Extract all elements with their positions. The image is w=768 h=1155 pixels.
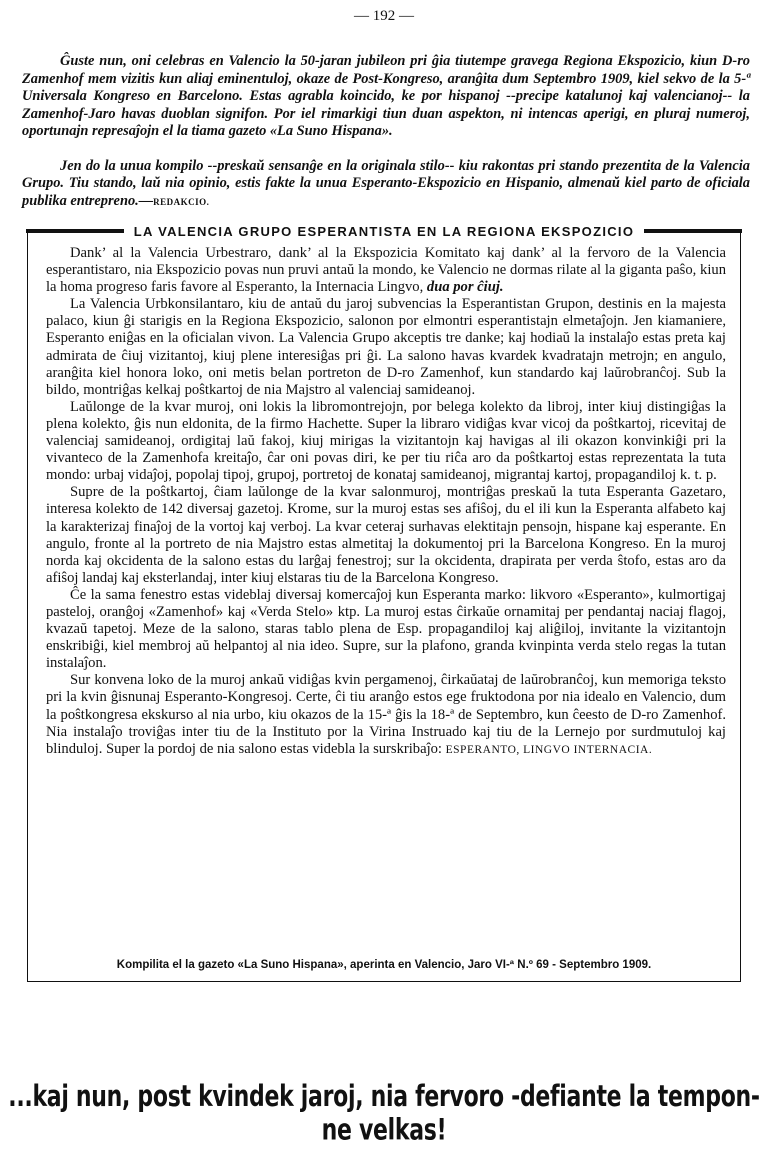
editorial-signature: REDAKCIO.: [153, 196, 210, 207]
article-paragraph: La Valencia Urbkonsilantaro, kiu de antaŭ du jaroj subvencias la Esperantistan Grupon, destinis en la majesta palaco, kiun ĝi starigis en la Regiona Ekspozicio, salonon por elmontri esperantistajn elmetaĵojn. Jen kiamaniere, Esperanto eniĝas en la oficialan vivon. La Valencia Grupo akceptis tre danke; kaj hodiaŭ la instalaĵo estas preta kaj admirata de ĉiuj vizitantoj, kiuj plene interesiĝas pri ĝi. La salono havas kvardek kvadratajn metrojn; en angulo, aranĝita kiel honora loko, oni metis belan portreton de D-ro Zamenhof, kun standardo kaj laŭrobranĉoj. Sub la bildo, montriĝas kelkaj poŝtkartoj de nia Majstro al valenciaj samideanoj.: [46, 296, 726, 398]
header-rule-right: [644, 229, 742, 233]
article-header: [26, 223, 742, 239]
article-heading: LA VALENCIA GRUPO ESPERANTISTA EN LA REGIONA EKSPOZICIO: [124, 224, 645, 239]
intro-paragraph-text: Jen do la unua kompilo --preskaŭ sensanĝe en la originala stilo-- kiu rakontas pri stando prezentita de la Valencia Grupo. Tiu stando, laŭ nia opinio, estis fakte la unua Esperanto-Ekspozicio en Hispanio, almenaŭ kiel parto de oficiala publika entrepreno.—: [22, 157, 750, 209]
emphasized-phrase: dua por ĉiuj.: [426, 279, 504, 296]
article-paragraph: Supre de la poŝtkartoj, ĉiam laŭlonge de la kvar salonmuroj, montriĝas preskaŭ la tuta Esperanta Gazetaro, interesa kolekto de 142 diversaj gazetoj. Krome, sur la muroj estas ses afiŝoj, du el ili kun la Esperanta alfabeto kaj la karakterizaj finaĵoj de la vortoj kaj verboj. La kvar ceteraj surhavas elektitajn pensojn, hispane kaj esperante. En angulo, fronte al la portreto de nia Majstro estas almetitaj la dokumentoj pri la Barcelona Kongreso. En la muroj norda kaj okcidenta de la salono estas du larĝaj fenestroj; sur la okcidenta, drapirata per verda ŝtofo, estas aro da afiŝoj landaj kaj eksterlandaj, inter kiuj elstaras tiu de la Barcelona Kongreso.: [46, 484, 726, 586]
header-rule-left: [26, 229, 124, 233]
editorial-intro: [22, 36, 750, 228]
article-paragraph: Laŭlonge de la kvar muroj, oni lokis la libromontrejojn, por belega kolekto da libroj, inter kiuj distingiĝas la plena kolekto, ĝis nun eldonita, de la firmo Hachette. Super la libraro vidiĝas kvar vicoj da poŝtkartoj, ricevitaj de valenciaj samideanoj, ordigitaj laŭ fakoj, kiuj mirigas la vizitantojn kaj havigas al ili okazon konvinkiĝi pri la vivanteco de la Zamenhofa kreitaĵo, ĉar oni povas diri, ke per tiu riĉa aro da poŝtkartoj estas reprezentata la tuta mondo: urbaj vidaĵoj, popolaj tipoj, grupoj, portretoj de konataj samideanoj, migrantaj kartoj, propagandiloj k. t. p.: [46, 398, 726, 484]
paragraph-text: Sur konvena loko de la muroj ankaŭ vidiĝas kvin pergamenoj, ĉirkaŭataj de laŭrobranĉoj, kun memoriga teksto pri la kvin ĝisnunaj Esperanto-Kongresoj. Certe, ĉi tiu aranĝo estos ege fruktodona por nia idealo en Valencio, dum la poŝtkongresa ekskurso al nia urbo, kiu okazos de la 15-ª ĝis la 18-ª de Septembro, kun ĉeesto de D-ro Zamenhof. Nia instalaĵo troviĝas inter tiu de la Instituto por la Virina Instruado kaj tiu de la Lernejo por surdmutuloj kaj blinduloj. Super la pordoj de nia salono estas videbla la surskribaĵo:: [46, 672, 726, 757]
page-number: — 192 —: [354, 8, 414, 24]
article-paragraph: [46, 672, 726, 758]
closing-slogan: ...kaj nun, post kvindek jaroj, nia fervoro -defiante la tempon- ne velkas!: [8, 1080, 760, 1148]
article-paragraph: [46, 245, 726, 296]
source-citation: Kompilita el la gazeto «La Suno Hispana», aperinta en Valencio, Jaro VI-ª N.º 69 - Septembro 1909.: [116, 959, 652, 971]
door-inscription: ESPERANTO, LINGVO INTERNACIA.: [445, 743, 653, 756]
intro-paragraph: [22, 158, 750, 211]
article-body: [46, 245, 726, 759]
paragraph-text: Dank’ al la Valencia Urbestraro, dank’ al la Ekspozicia Komitato kaj dank’ al la fervoro de la Valencia esperantistaro, nia Ekspozicio povas nun pruvi antaŭ la mondo, ke Valencio ne dormas rilate al la giganta paŝo, kiun la homa progreso faris favore al Esperanto, la Internacia Lingvo,: [46, 245, 726, 296]
reprinted-article-box: [27, 223, 741, 982]
article-paragraph: Ĉe la sama fenestro estas videblaj diversaj komercaĵoj kun Esperanta marko: likvoro «Esperanto», kulmortigaj pasteloj, oranĝoj «Zamenhof» kaj «Verda Stelo» ktp. La muroj estas ĉirkaŭe ornamitaj per pendantaj naciaj flagoj, kvazaŭ tapetoj. Meze de la salono, staras tablo plena de Esp. propagandiloj kaj aliĝiloj, invitante la vizitantojn enskribiĝi, kiel membroj aŭ helpantoj al nia ideo. Supre, sur la plafono, granda kvinpinta verda stelo regas la tutan instalaĵon.: [46, 586, 726, 672]
intro-paragraph: Ĝuste nun, oni celebras en Valencio la 50-jaran jubileon pri ĝia tiutempe gravega Regiona Ekspozicio, kiun D-ro Zamenhof mem vizitis kun aliaj eminentuloj, okaze de Post-Kongreso, aranĝita dum Septembro 1909, kiel sekvo de la 5-ª Universala Kongreso en Barcelono. Estas agrabla koincido, ke por hispanoj --precipe katalunoj kaj valencianoj-- la Zamenhof-Jaro havas duoblan signifon. Por iel rimarkigi tiun duan aspekton, ni intencas aperigi, en pluraj numeroj, oportunajn represaĵojn el la tiama gazeto «La Suno Hispana».: [22, 53, 750, 140]
